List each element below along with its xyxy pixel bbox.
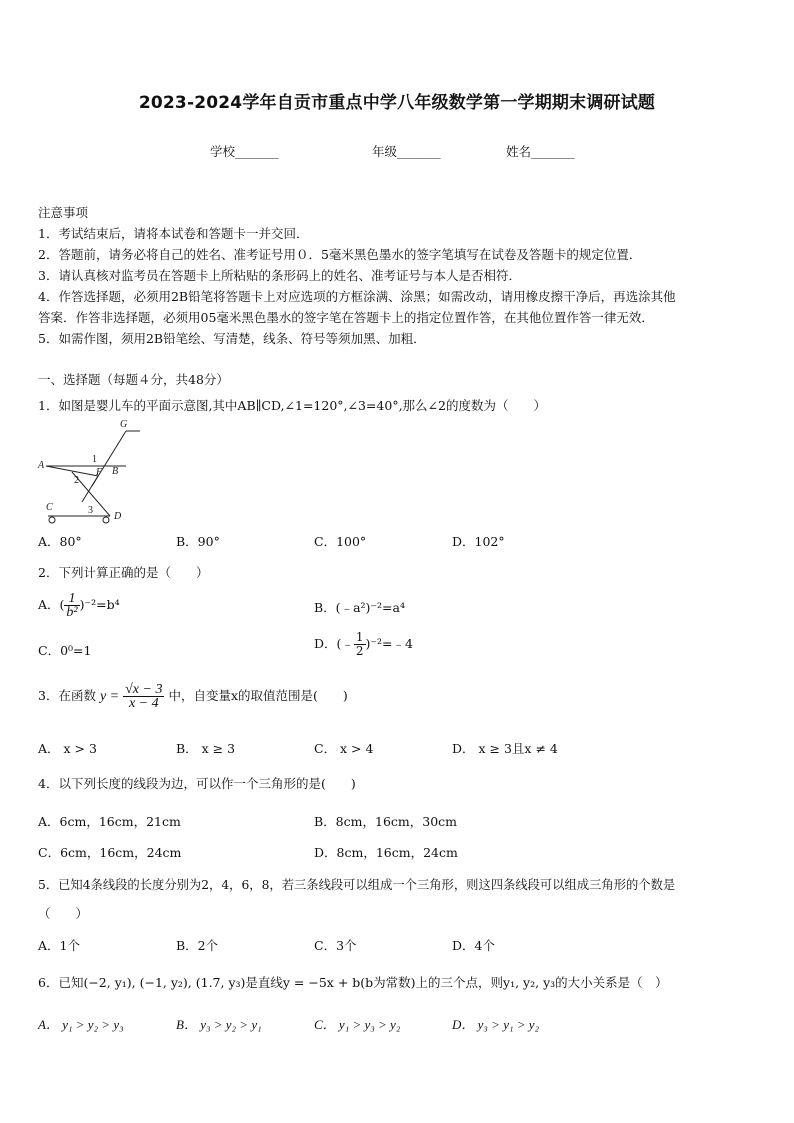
q4-option-a: A．6cm，16cm，21cm (38, 814, 181, 829)
q3-option-c: C． x > 4 (314, 741, 374, 756)
q2-option-b: B．(﹣a²)⁻²=a⁴ (314, 600, 405, 615)
grade-field: 年级_______ (372, 144, 441, 159)
q1-option-d: D．102° (452, 534, 505, 549)
q2d-prefix: D．(﹣ (314, 636, 354, 651)
wheel-c (49, 517, 55, 523)
label-3: 3 (88, 505, 93, 516)
q3-y-eq: y = (99, 689, 120, 704)
line-f-down (82, 476, 98, 502)
q2d-suffix: )⁻²=﹣4 (365, 636, 413, 651)
section-heading: 一、选择题（每题４分，共48分） (38, 372, 229, 387)
q2a-prefix: A．( (38, 597, 65, 612)
q3-stem-post: 中，自变量x的取值范围是( ) (168, 688, 348, 703)
q3-num: √x − 3 (125, 682, 163, 697)
q3-option-b: B． x ≥ 3 (176, 741, 236, 756)
note-item: 4．作答选择题，必须用2B铅笔将答题卡上对应选项的方框涂满、涂黑；如需改动，请用橡皮擦干净后，再选涂其他 (38, 289, 676, 304)
q6-option-b: B． y₃ > y₂ > y₁ (176, 1017, 262, 1032)
label-c: C (46, 502, 53, 513)
question-1-stem: 1．如图是婴儿车的平面示意图,其中AB∥CD,∠1=120°,∠3=40°,那么∠2的度数为（ ） (38, 398, 546, 413)
q3-stem-pre: 3．在函数 (38, 688, 96, 703)
q6-option-c: C． y₁ > y₃ > y₂ (314, 1017, 401, 1032)
label-b: B (112, 466, 119, 477)
q2d-num: 1 (355, 630, 364, 644)
label-g: G (120, 419, 128, 430)
q3-option-a: A． x > 3 (38, 741, 97, 756)
label-1: 1 (92, 454, 97, 465)
note-item: 2．答题前，请务必将自己的姓名、准考证号用０．5毫米黑色墨水的签字笔填写在试卷及答题卡的规定位置． (38, 247, 642, 262)
q5-option-a: A．1个 (38, 938, 80, 953)
note-item: 1．考试结束后，请将本试卷和答题卡一并交回． (38, 226, 309, 241)
line-a-f (46, 466, 98, 476)
label-d: D (114, 511, 122, 522)
school-field: 学校_______ (210, 144, 279, 159)
question-5-stem: 5．已知4条线段的长度分别为2，4，6，8，若三条线段可以组成一个三角形，则这四条线段可以组成三角形的个数是 (38, 878, 676, 892)
q5-option-d: D．4个 (452, 938, 495, 953)
question-4-stem: 4．以下列长度的线段为边，可以作一个三角形的是( ) (38, 776, 356, 791)
q2a-fraction (64, 592, 79, 619)
wheel-d (103, 517, 109, 523)
label-f: F (96, 467, 103, 478)
note-item: 5．如需作图，须用2B铅笔绘、写清楚，线条、符号等须加黑、加粗． (38, 331, 426, 346)
q3-option-d: D． x ≥ 3且x ≠ 4 (452, 741, 558, 756)
name-field: 姓名_______ (506, 144, 575, 159)
q3-fraction (123, 683, 164, 710)
q3-den: x − 4 (128, 696, 159, 711)
q2a-num: 1 (64, 592, 79, 606)
question-6-stem: 6．已知(−2, y₁), (−1, y₂), (1.7, y₃)是直线y = −5x + b(b为常数)上的三个点，则y₁, y₂, y₃的大小关系是（ ） (38, 975, 668, 990)
q4-option-b: B．8cm，16cm，30cm (314, 814, 458, 829)
question-3-stem (38, 683, 348, 710)
notes-heading: 注意事项 (38, 205, 89, 220)
q5-option-c: C．3个 (314, 938, 357, 953)
q2d-den: 2 (355, 644, 364, 658)
q6-option-a: A． y₁ > y₂ > y₃ (38, 1017, 124, 1032)
q6-option-d: D． y₃ > y₁ > y₂ (452, 1017, 540, 1032)
page-title: 2023-2024学年自贡市重点中学八年级数学第一学期期末调研试题 (138, 93, 656, 113)
q2d-fraction (354, 631, 366, 658)
label-2: 2 (74, 475, 79, 486)
question-5-stem-2: （ ） (38, 906, 89, 921)
q4-option-d: D．8cm，16cm，24cm (314, 845, 458, 860)
q2-option-d (314, 631, 413, 658)
q2-option-c: C．0⁰=1 (38, 643, 92, 658)
stroller-figure (34, 416, 154, 528)
q2-option-a (38, 592, 120, 619)
q1-option-c: C．100° (314, 534, 367, 549)
q2a-den: b² (66, 605, 78, 620)
note-item: 答案．作答非选择题，必须用05毫米黑色墨水的签字笔在答题卡上的指定位置作答，在其他位置作答一律无效． (38, 310, 654, 325)
q1-option-a: A．80° (38, 534, 82, 549)
q4-option-c: C．6cm，16cm，24cm (38, 845, 182, 860)
q5-option-b: B．2个 (176, 938, 219, 953)
note-item: 3．请认真核对监考员在答题卡上所粘贴的条形码上的姓名、准考证号与本人是否相符． (38, 268, 521, 283)
q2a-suffix: )⁻²=b⁴ (79, 597, 120, 612)
q1-option-b: B．90° (176, 534, 220, 549)
question-2-stem: 2．下列计算正确的是（ ） (38, 565, 209, 580)
label-a: A (38, 460, 45, 471)
